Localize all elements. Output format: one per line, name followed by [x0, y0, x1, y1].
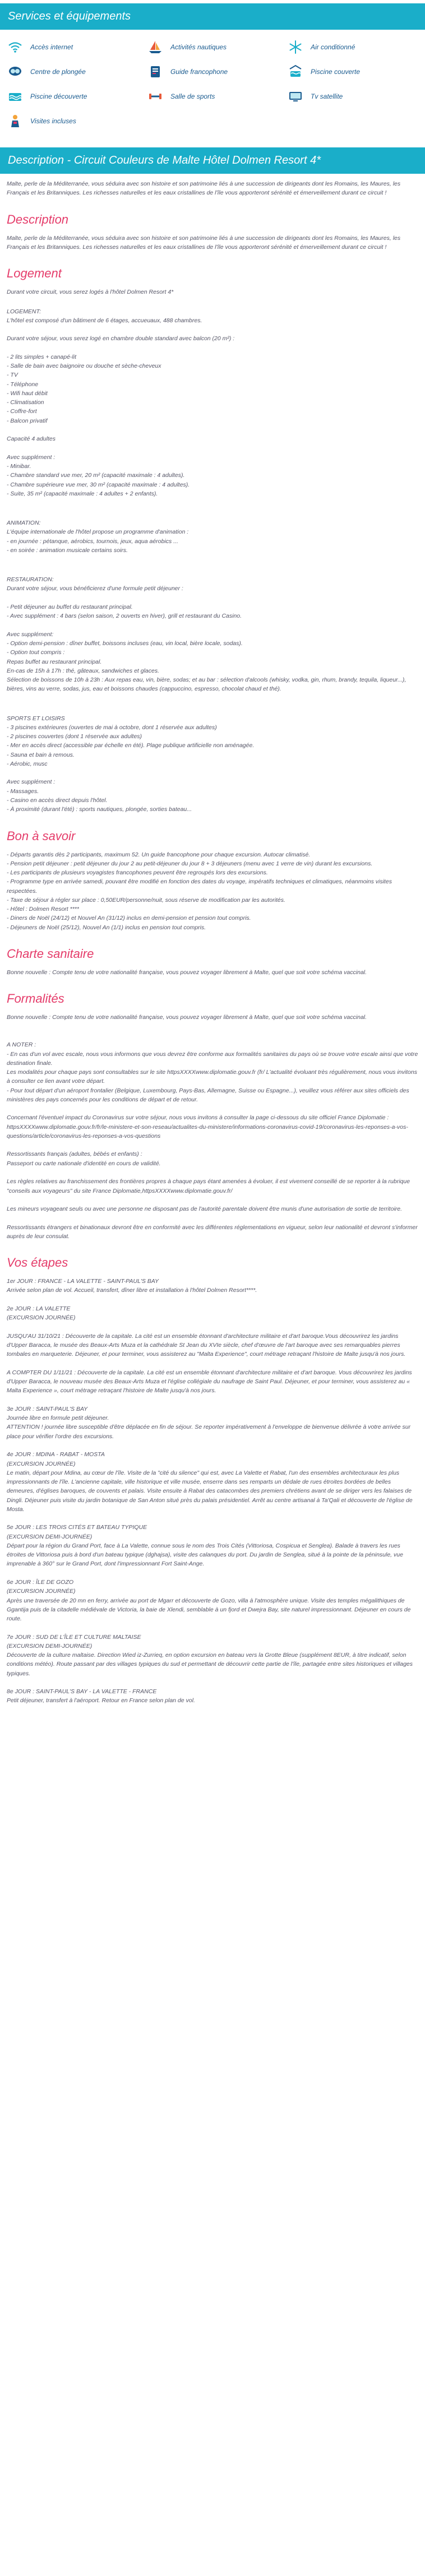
description-section — [0, 210, 425, 252]
section-title: Charte sanitaire — [7, 947, 94, 961]
amenity-label: Air conditionné — [311, 43, 355, 51]
bonasavoir-section — [0, 827, 425, 932]
services-header: Services et équipements — [0, 3, 425, 30]
animation-details: ANIMATION: L'équipe internationale de l'hôtel propose un programme d'animation : - en journée : pétanque, aérobics, tournois, jeux, aqua aérobics ... - en soirée : animation musicale certains soirs. — [7, 520, 189, 554]
amenity-item — [7, 38, 147, 57]
page — [0, 3, 425, 1722]
dumbbell-icon — [147, 88, 164, 105]
etapes-text: 1er JOUR : FRANCE - LA VALETTE - SAINT-PAUL'S BAY Arrivée selon plan de vol. Accueil, transfert, dîner libre et installation à l'hôtel Dolmen Resort****. 2e JOUR : LA VALETTE (EXCURSION JOURNÉE) JUSQU'AU 31/10/21 : Découverte de la capitale. La cité est un ensemble étonnant d'architecture militaire et d'art baroque.Vous découvrirez les jardins d'Upper Baracca, le musée des Beaux-Arts Muza et la cathédrale St Jean du XVIe siècle, chef d'œuvre de l'art baroque avec ses remarquables pierres tombales en marqueterie. Déjeuner, et pour terminer, vous assisterez au "Malta Experience", court métrage retraçant l'histoire de Malte jusqu'à nos jours. A COMPTER DU 1/11/21 : Découverte de la capitale. La cité est un ensemble étonnant d'architecture militaire et d'art baroque. Vous découvrirez les jardins d'Upper Baracca, le nouveau musée des Beaux-Arts Muza et l'église collégiale du naufrage de Saint Paul. Déjeuner, et pour terminer, vous assisterez au « Malta Experience », court métrage retraçant l'histoire de Malte jusqu'à nos jours. 3e JOUR : SAINT-PAUL'S BAY Journée libre en formule petit déjeuner. ATTENTION ! journée libre susceptible d'être déplacée en fin de séjour. Se reporter impérativement à l'enveloppe de bienvenue délivrée à votre arrivée sur place pour vérifier l'ordre des excursions. 4e JOUR : MDINA - RABAT - MOSTA (EXCURSION JOURNÉE) Le matin, départ pour Mdina, au cœur de l'île. Visite de la "cité du silence" qui est, avec La Valette et Rabat, l'un des ensembles architecturaux les plus impressionnants de l'île. L'ancienne capitale, ville historique et ville musée, enserre dans ses remparts un dédale de rues étroites bordées de belles demeures, d'églises baroques, de couvents et palais. Visite ensuite à Rabat des catacombes des premiers chrétiens avant de se diriger vers les falaises de Dingli. Déjeuner puis visite du jardin botanique de San Anton situé près du palais présidentiel. Arrêt au centre artisanal à Ta'Qali et découverte de l'église de Mosta. 5e JOUR : LES TROIS CITÉS ET BATEAU TYPIQUE (EXCURSION DEMI-JOURNÉE) Départ pour la région du Grand Port, face à La Valette, connue sous le nom des Trois Cités (Vittoriosa, Cospicua et Senglea). Balade à travers les rues étroites de Vittoriosa puis à bord d'un bateau typique (dghajsa), visite des calanques du port. Du jardin de Senglea, situé à la pointe de la péninsule, vue imprenable à 360° sur le Grand Port, dont l'impressionnant Fort Saint-Ange. 6e JOUR : ÎLE DE GOZO (EXCURSION JOURNÉE) Après une traversée de 20 mn en ferry, arrivée au port de Mgarr et découverte de Gozo, villa à l'atmosphère unique. Visite des temples mégalithiques de Ggantija puis de la citadelle médiévale de Victoria, la baie de Xlendi, semblable à un fjord et Dwejra Bay, site naturel impressionnant. Déjeuner en cours de route. 7e JOUR : SUD DE L'ÎLE ET CULTURE MALTAISE (EXCURSION DEMI-JOURNÉE) Découverte de la culture maltaise. Direction Wied iz-Zurrieq, en option excursion en bateau vers la Grotte Bleue (supplément 8EUR, à titre indicatif, selon conditions météo). Route passant par des villages typiques du sud et permettant de découvrir cette partie de l'île, partagée entre sites historiques et villages typiques. 8e JOUR : SAINT-PAUL'S BAY - LA VALETTE - FRANCE Petit déjeuner, transfert à l'aéroport. Retour en France selon plan de vol. — [7, 1278, 413, 1704]
intro-text: Malte, perle de la Méditerranée, vous séduira avec son histoire et son patrimoine liés à une succession de dirigeants dont les Romains, les Maures, les Français et les Britanniques. Les richesses naturelles et les eaux cristallines de l'île vous apporteront sérénité et émerveillement durant ce circuit ! — [7, 180, 403, 197]
restauration-details: RESTAURATION: Durant votre séjour, vous bénéficierez d'une formule petit déjeuner : - Petit déjeuner au buffet du restaurant principal. - Avec supplément : 4 bars (selon saison, 2 ouverts en hiver), grill et restaurant du Casino. Avec supplément: - Option demi-pension : dîner buffet, boissons incluses (eau, vin local, bière locale, sodas). - Option tout compris : Repas buffet au restaurant principal. En-cas de 15h à 17h : thé, gâteaux, sandwiches et glaces. Sélection de boissons de 10h à 23h : Aux repas eau, vin, bière, sodas; et au bar : sélection d'alcools (whisky, vodka, gin, rhum, brandy, tequila, liqueur...), bières, vins au verre, sodas, jus, eau et boissons chaudes (cappuccino, espresso, chocolat chaud et thé). — [7, 576, 406, 693]
amenity-label: Guide francophone — [170, 67, 228, 76]
amenity-item — [287, 62, 425, 81]
amenity-label: Activités nautiques — [170, 43, 227, 51]
guide-icon — [147, 63, 164, 80]
amenity-item — [147, 62, 287, 81]
indoor-pool-icon — [287, 63, 304, 80]
amenity-item — [7, 87, 147, 106]
section-title: Vos étapes — [7, 1255, 68, 1270]
amenity-item — [287, 87, 425, 106]
formalites-section — [0, 989, 425, 1241]
amenity-item — [7, 112, 147, 131]
amenity-label: Piscine découverte — [30, 92, 87, 100]
formalites-text: Bonne nouvelle : Compte tenu de votre nationalité française, vous pouvez voyager librement à Malte, quel que soit votre schéma vaccinal. A NOTER : - En cas d'un vol avec escale, nous vous informons que vous devrez être conforme aux formalités sanitaires du pays où se trouve votre escale ainsi que votre destination finale. Les modalités pour chaque pays sont consultables sur le site httpsXXXXwww.diplomatie.gouv.fr (fr/ L'actualité évoluant très régulièrement, nous vous invitons à consulter ce lien avant votre départ. - Pour tout départ d'un aéroport frontalier (Belgique, Luxembourg, Pays-Bas, Allemagne, Suisse ou Espagne...), veuillez vous référer aux sites officiels des ministères des pays concernés pour les conditions de départ et de retour. Concernant l'éventuel impact du Coronavirus sur votre séjour, nous vous invitons à consulter la page ci-dessous du site officiel France Diplomatie : httpsXXXXwww.diplomatie.gouv.fr/fr/le-ministere-et-son-reseau/actualites-du-ministere/informations-coronavirus-covid-19/coronavirus-les-reponses-a-vos-questions/article/coronavirus-les-reponses-a-vos-questions Ressortissants français (adultes, bébés et enfants) : Passeport ou carte nationale d'identité en cours de validité. Les règles relatives au franchissement des frontières propres à chaque pays étant amenées à évoluer, il est vivement conseillé de se reporter à la rubrique "conseils aux voyageurs" du site France Diplomatie,httpsXXXXwww.diplomatie.gouv.fr/ Les mineurs voyageant seuls ou avec une personne ne disposant pas de l'autorité parentale doivent être munis d'une autorisation de sortie de territoire. Ressortissants étrangers et binationaux devront être en conformité avec les différentes réglementations en vigueur, selon leur nationalité et devront s'informer auprès de leur consulat. — [7, 1014, 418, 1240]
section-title: Bon à savoir — [7, 828, 76, 843]
section-title: Logement — [7, 266, 62, 281]
intro-section — [0, 174, 425, 198]
tv-icon — [287, 88, 304, 105]
amenity-label: Salle de sports — [170, 92, 215, 100]
bonasavoir-text: - Départs garantis dès 2 participants, maximum 52. Un guide francophone pour chaque excursion. Autocar climatisé. - Pension petit déjeuner : petit déjeuner du jour 2 au petit-déjeuner du jour 8 + 3 déjeuners (menu avec 1 verre de vin) durant les excursions. - Les participants de plusieurs voyagistes francophones peuvent être regroupés lors des excursions. - Programme type en arrivée samedi, pouvant être modifié en fonction des dates du voyage, impératifs techniques et climatiques, néanmoins visites respectées. - Taxe de séjour à régler sur place : 0,50EUR/personne/nuit, sous réserve de modification par les autorités. - Hôtel : Dolmen Resort **** - Diners de Noël (24/12) et Nouvel An (31/12) inclus en demi-pension et pension tout compris. - Déjeuners de Noël (25/12), Nouvel An (1/1) inclus en pension tout compris. — [7, 851, 392, 931]
logement-lead: Durant votre circuit, vous serez logés à l'hôtel Dolmen Resort 4* — [7, 289, 174, 296]
amenity-item — [287, 38, 425, 57]
description-text: Malte, perle de la Méditerranée, vous séduira avec son histoire et son patrimoine liés à une succession de dirigeants dont les Romains, les Maures, les Français et les Britanniques. Les richesses naturelles et les eaux cristallines de l'île vous apporteront sérénité et émerveillement durant ce circuit ! — [7, 234, 403, 251]
amenity-label: Tv satellite — [311, 92, 343, 100]
logement-section — [0, 264, 425, 814]
snowflake-icon — [287, 39, 304, 55]
sports-details: SPORTS ET LOISIRS - 3 piscines extérieures (ouvertes de mai à octobre, dont 1 réservée aux adultes) - 2 piscines couvertes (dont 1 réservée aux adultes) - Mer en accès direct (accessible par échelle en été). Plage publique artificielle non aménagée. - Sauna et bain à remous. - Aérobic, musc Avec supplément : - Massages. - Casino en accès direct depuis l'hôtel. - À proximité (durant l'été) : sports nautiques, plongée, sorties bateau... — [7, 715, 255, 813]
diving-icon — [7, 63, 24, 80]
logement-details: LOGEMENT: L'hôtel est composé d'un bâtiment de 6 étages, accueuaux, 488 chambres. Durant votre séjour, vous serez logé en chambre double standard avec balcon (20 m²) : - 2 lits simples + canapé-lit - Salle de bain avec baignoire ou douche et sèche-cheveux - TV - Téléphone - Wifi haut débit - Climatisation - Coffre-fort - Balcon privatif Capacité 4 adultes Avec supplément : - Minibar. - Chambre standard vue mer, 20 m² (capacité maximale : 4 adultes). - Chambre supérieure vue mer, 30 m² (capacité maximale : 4 adultes). - Suite, 35 m² (capacité maximale : 4 adultes + 2 enfants). — [7, 308, 235, 497]
section-title: Formalités — [7, 992, 64, 1006]
amenity-item — [7, 62, 147, 81]
amenity-item — [147, 38, 287, 57]
amenity-label: Visites incluses — [30, 117, 76, 125]
description-header: Description - Circuit Couleurs de Malte Hôtel Dolmen Resort 4* — [0, 147, 425, 174]
amenity-label: Centre de plongée — [30, 67, 86, 76]
section-title: Description — [7, 212, 69, 226]
amenity-label: Piscine couverte — [311, 67, 361, 76]
wifi-icon — [7, 39, 24, 55]
charte-section — [0, 944, 425, 977]
etapes-section — [0, 1253, 425, 1722]
amenity-item — [147, 87, 287, 106]
sailboat-icon — [147, 39, 164, 55]
charte-text: Bonne nouvelle : Compte tenu de votre nationalité française, vous pouvez voyager librement à Malte, quel que soit votre schéma vaccinal. — [7, 969, 367, 976]
tour-icon — [7, 113, 24, 129]
outdoor-pool-icon — [7, 88, 24, 105]
amenity-label: Accès internet — [30, 43, 73, 51]
amenities-grid — [0, 30, 425, 136]
